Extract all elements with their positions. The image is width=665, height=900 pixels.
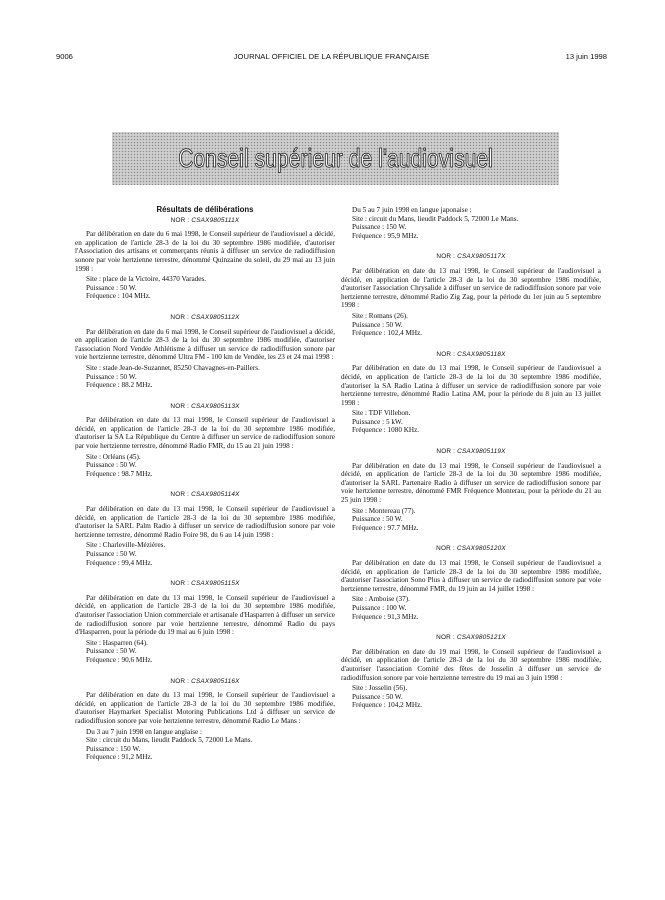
decision-paragraph: Par délibération en date du 13 mai 1998, le Conseil supérieur de l'audiovisuel a décidé, en application de l'article 28-3 de la loi du 30 septembre 1986 modifiée, d'autoriser Haymarket Specialist Motoring Publications Ltd à diffuser un service de radiodiffusion sonore par voie hertzienne terrestre, dénommé Radio Le Mans :: [75, 691, 335, 725]
nor-code: CSAX9805112X: [191, 313, 240, 321]
power-label: Puissance :: [352, 515, 385, 524]
right-column: [341, 206, 601, 710]
power-label: Puissance :: [352, 603, 385, 612]
site-line: [75, 639, 335, 648]
site-value: Charleville-Mézières.: [102, 541, 166, 550]
power-line: [341, 223, 601, 232]
frequency-label: Fréquence :: [352, 329, 386, 338]
nor-reference: [75, 678, 335, 687]
nor-reference: [75, 491, 335, 500]
power-label: Puissance :: [86, 550, 119, 558]
issue-date: 13 juin 1998: [565, 52, 607, 61]
power-label: Puissance :: [86, 647, 119, 656]
site-value: Hasparren (64).: [102, 638, 148, 647]
site-label: Site :: [352, 214, 367, 223]
frequency-line: [75, 292, 335, 301]
site-value: Orléans (45).: [102, 452, 141, 461]
frequency-value: 97.7 MHz.: [387, 523, 419, 532]
frequency-label: Fréquence :: [86, 292, 120, 301]
frequency-label: Fréquence :: [352, 523, 386, 532]
frequency-label: Fréquence :: [86, 655, 120, 664]
site-value: Romans (26).: [368, 311, 408, 320]
power-label: Puissance :: [86, 744, 119, 753]
site-value: stade Jean-de-Suzannet, 85250 Chavagnes-en-Paillers.: [102, 363, 260, 372]
decision-paragraph: Par délibération en date du 6 mai 1998, le Conseil supérieur de l'audiovisuel a décidé, en application de l'article 28-3 de la loi du 30 septembre 1986 modifiée, d'autoriser l'association Nord Vendée Athlétisme à diffuser un service de radiodiffusion sonore par voie hertzienne terrestre, dénommé Ultra FM - 100 km de Vendée, les 23 et 24 mai 1998 :: [75, 327, 335, 362]
nor-code: CSAX9805111X: [191, 216, 240, 224]
nor-prefix: NOR :: [170, 677, 190, 685]
frequency-line: [341, 329, 601, 338]
nor-code: CSAX9805118X: [457, 350, 506, 358]
power-value: 150 W.: [385, 223, 407, 232]
decision-paragraph: Par délibération en date du 13 mai 1998, le Conseil supérieur de l'audiovisuel a décidé, en application de l'article 28-3 de la loi du 30 septembre 1986 modifiée, d'autoriser l'association Chrysalide à diffuser un service de radiodiffusion sonore par voie hertzienne terrestre, dénommé Radio Zig Zag, pour la période du 1er juin au 5 septembre 1998 :: [341, 266, 601, 310]
site-label: Site :: [352, 311, 367, 320]
site-line: [75, 736, 335, 745]
frequency-line: [341, 613, 601, 622]
frequency-line: [341, 232, 601, 241]
power-label: Puissance :: [352, 223, 385, 232]
frequency-value: 91,3 MHz.: [387, 612, 419, 621]
power-value: 50 W.: [119, 283, 137, 292]
site-label: Site :: [86, 541, 101, 550]
nor-code: CSAX9805120X: [456, 545, 506, 553]
power-value: 5 kW.: [385, 417, 403, 426]
left-column: [75, 206, 335, 762]
nor-code: CSAX9805119X: [457, 448, 506, 456]
nor-reference: [75, 217, 335, 226]
frequency-label: Fréquence :: [352, 426, 386, 435]
power-line: [75, 647, 335, 656]
frequency-line: [341, 701, 601, 710]
site-label: Site :: [86, 736, 101, 745]
site-value: Josselin (56).: [368, 684, 408, 693]
frequency-value: 88.2 MHz.: [121, 381, 153, 390]
language-period-line: Du 3 au 7 juin 1998 en langue anglaise :: [86, 727, 202, 736]
power-value: 50 W.: [385, 692, 403, 701]
power-value: 50 W.: [119, 461, 137, 470]
frequency-value: 98.7 MHz.: [121, 469, 153, 478]
site-value: circuit du Mans, lieudit Paddock 5, 72000 Le Mans.: [102, 736, 253, 745]
power-label: Puissance :: [86, 461, 119, 470]
decision-paragraph: Par délibération en date du 13 mai 1998, le Conseil supérieur de l'audiovisuel a décidé, en application de l'article 28-3 de la loi du 30 septembre 1986 modifiée, d'autoriser l'association Sono Plus à diffuser un service de radiodiffusion sonore par voie hertzienne terrestre, dénommé FMR, du 19 juin au 14 juillet 1998 :: [341, 559, 601, 593]
decision-paragraph: Par délibération en date du 13 mai 1998, le Conseil supérieur de l'audiovisuel a décidé, en application de l'article 28-3 de la loi du 30 septembre 1986 modifiée, d'autoriser l'association Union commerciale et artisanale d'Hasparren à diffuser un service de radiodiffusion sonore par voie hertzienne terrestre, dénommé Radio du pays d'Hasparren, pour la période du 19 mai au 6 juin 1998 :: [75, 593, 335, 637]
power-label: Puissance :: [86, 372, 119, 381]
frequency-value: 99,4 MHz.: [121, 558, 153, 567]
nor-reference: [75, 580, 335, 589]
power-line: [75, 373, 335, 382]
frequency-value: 1080 KHz.: [387, 426, 420, 435]
site-label: Site :: [352, 595, 367, 604]
power-line: [341, 418, 601, 427]
site-line: [75, 364, 335, 373]
power-line: [75, 550, 335, 559]
language-period-line: Du 5 au 7 juin 1998 en langue japonaise :: [352, 206, 472, 214]
frequency-line: [341, 524, 601, 533]
nor-code: CSAX9805117X: [457, 253, 506, 261]
frequency-label: Fréquence :: [86, 381, 120, 390]
frequency-value: 102,4 MHz.: [387, 329, 423, 338]
frequency-value: 95,9 MHz.: [387, 231, 419, 240]
nor-prefix: NOR :: [170, 216, 190, 224]
power-line: [75, 284, 335, 293]
decision-paragraph: Par délibération en date du 13 mai 1998, le Conseil supérieur de l'audiovisuel a décidé, en application de l'article 28-3 de la loi du 30 septembre 1986 modifiée, d'autoriser la SARL Partenaire Radio à diffuser un service de radiodiffusion sonore par voie hertzienne terrestre, dénommé FMR Fréquence Monterau, pour la période du 21 au 25 juin 1998 :: [341, 461, 601, 505]
nor-code: CSAX9805116X: [191, 677, 240, 685]
section-banner: [112, 132, 559, 185]
power-label: Puissance :: [352, 692, 385, 701]
power-label: Puissance :: [352, 417, 385, 426]
frequency-line: [75, 559, 335, 568]
nor-reference: [341, 253, 601, 262]
site-line: [75, 453, 335, 462]
site-value: TDF Villebon.: [368, 409, 411, 418]
frequency-line: [341, 426, 601, 435]
nor-reference: [341, 448, 601, 457]
journal-title: JOURNAL OFFICIEL DE LA RÉPUBLIQUE FRANÇAISE: [233, 52, 430, 61]
banner-title: Conseil supérieur de l'audiovisuel: [178, 143, 493, 173]
power-line: [341, 515, 601, 524]
site-line: [341, 312, 601, 321]
nor-reference: [75, 314, 335, 323]
power-value: 50 W.: [385, 320, 403, 329]
site-label: Site :: [352, 409, 367, 418]
decision-paragraph: Par délibération en date du 6 mai 1998, le Conseil supérieur de l'audiovisuel a décidé, en application de l'article 28-3 de la loi du 30 septembre 1986 modifiée, d'autoriser l'Association des artisans et commerçants réunis à diffuser un service de radiodiffusion sonore par voie hertzienne terrestre, dénommé Quinzaine du soleil, du 29 mai au 13 juin 1998 :: [75, 230, 335, 273]
site-line: [75, 541, 335, 550]
site-label: Site :: [86, 363, 101, 372]
power-line: [341, 604, 601, 613]
site-label: Site :: [86, 275, 101, 284]
section-heading: Résultats de délibérations: [156, 205, 254, 214]
power-line: [341, 693, 601, 702]
frequency-value: 104,2 MHz.: [387, 701, 423, 710]
frequency-label: Fréquence :: [352, 612, 386, 621]
power-line: [341, 321, 601, 330]
frequency-line: [75, 753, 335, 762]
frequency-line: [75, 656, 335, 665]
power-label: Puissance :: [352, 320, 385, 329]
site-line: [341, 215, 601, 224]
frequency-label: Fréquence :: [86, 753, 120, 762]
site-line: [341, 507, 601, 516]
frequency-label: Fréquence :: [86, 558, 120, 567]
power-value: 50 W.: [119, 372, 137, 381]
frequency-value: 104 MHz.: [121, 292, 151, 301]
power-line: [75, 745, 335, 754]
power-value: 50 W.: [119, 647, 137, 656]
page-header: [56, 52, 607, 66]
frequency-label: Fréquence :: [352, 231, 386, 240]
decision-paragraph: Par délibération en date du 19 mai 1998, le Conseil supérieur de l'audiovisuel a décidé, en application de l'article 28-3 de la loi du 30 septembre 1986 modifiée, d'autoriser l'association Comité des fêtes de Josselin à diffuser un service de radiodiffusion sonore par voie hertzienne terrestre du 19 mai au 3 juin 1998 :: [341, 647, 601, 682]
nor-code: CSAX9805113X: [191, 402, 240, 410]
decision-paragraph: Par délibération en date du 13 mai 1998, le Conseil supérieur de l'audiovisuel a décidé, en application de l'article 28-3 de la loi du 30 septembre 1986 modifiée, d'autoriser la SA Radio Latina à diffuser un service de radiodiffusion sonore par voie hertzienne terrestre, dénommé Radio Latina AM, pour la période du 8 juin au 13 juillet 1998 :: [341, 364, 601, 407]
nor-code: CSAX9805121X: [456, 634, 506, 642]
decision-paragraph: Par délibération en date du 13 mai 1998, le Conseil supérieur de l'audiovisuel a décidé, en application de l'article 28-3 de la loi du 30 septembre 1986 modifiée, d'autoriser la SARL Palm Radio à diffuser un service de radiodiffusion sonore par voie hertzienne terrestre, dénommé Radio Foire 98, du 6 au 14 juin 1998 :: [75, 505, 335, 539]
nor-prefix: NOR :: [170, 402, 190, 410]
power-value: 100 W.: [385, 603, 407, 612]
frequency-line: [75, 470, 335, 479]
nor-prefix: NOR :: [436, 634, 455, 642]
nor-code: CSAX9805114X: [191, 491, 240, 499]
nor-prefix: NOR :: [170, 580, 190, 588]
site-value: circuit du Mans, lieudit Paddock 5, 72000 Le Mans.: [368, 214, 519, 223]
site-line: [341, 409, 601, 418]
power-line: [75, 461, 335, 470]
site-line: [341, 684, 601, 693]
site-label: Site :: [352, 684, 367, 693]
power-value: 50 W.: [385, 515, 403, 524]
frequency-value: 90,6 MHz.: [121, 655, 153, 664]
nor-reference: [75, 403, 335, 412]
power-value: 50 W.: [119, 550, 137, 558]
frequency-label: Fréquence :: [86, 469, 120, 478]
nor-reference: [341, 545, 601, 554]
site-line: [341, 595, 601, 604]
power-value: 150 W.: [119, 744, 141, 753]
page-number: 9006: [56, 52, 73, 61]
nor-reference: [341, 351, 601, 360]
frequency-value: 91,2 MHz.: [121, 753, 153, 762]
power-label: Puissance :: [86, 283, 119, 292]
nor-prefix: NOR :: [436, 545, 455, 553]
site-label: Site :: [352, 506, 367, 515]
site-value: place de la Victoire, 44370 Varades.: [102, 275, 207, 284]
site-line: [75, 275, 335, 284]
frequency-line: [75, 381, 335, 390]
nor-code: CSAX9805115X: [191, 580, 240, 588]
nor-prefix: NOR :: [170, 313, 190, 321]
nor-prefix: NOR :: [170, 491, 190, 499]
nor-prefix: NOR :: [436, 253, 456, 261]
site-value: Montereau (77).: [368, 506, 416, 515]
nor-prefix: NOR :: [436, 350, 456, 358]
site-value: Amboise (37).: [368, 595, 410, 604]
nor-reference: [341, 634, 601, 643]
nor-prefix: NOR :: [436, 448, 456, 456]
site-label: Site :: [86, 638, 101, 647]
frequency-label: Fréquence :: [352, 701, 386, 710]
site-label: Site :: [86, 452, 101, 461]
decision-paragraph: Par délibération en date du 13 mai 1998, le Conseil supérieur de l'audiovisuel a décidé, en application de l'article 28-3 de la loi du 30 septembre 1986 modifiée, d'autoriser la SA La République du Centre à diffuser un service de radiodiffusion sonore par voie hertzienne terrestre, dénommé Radio FMR, du 15 au 21 juin 1998 :: [75, 416, 335, 451]
